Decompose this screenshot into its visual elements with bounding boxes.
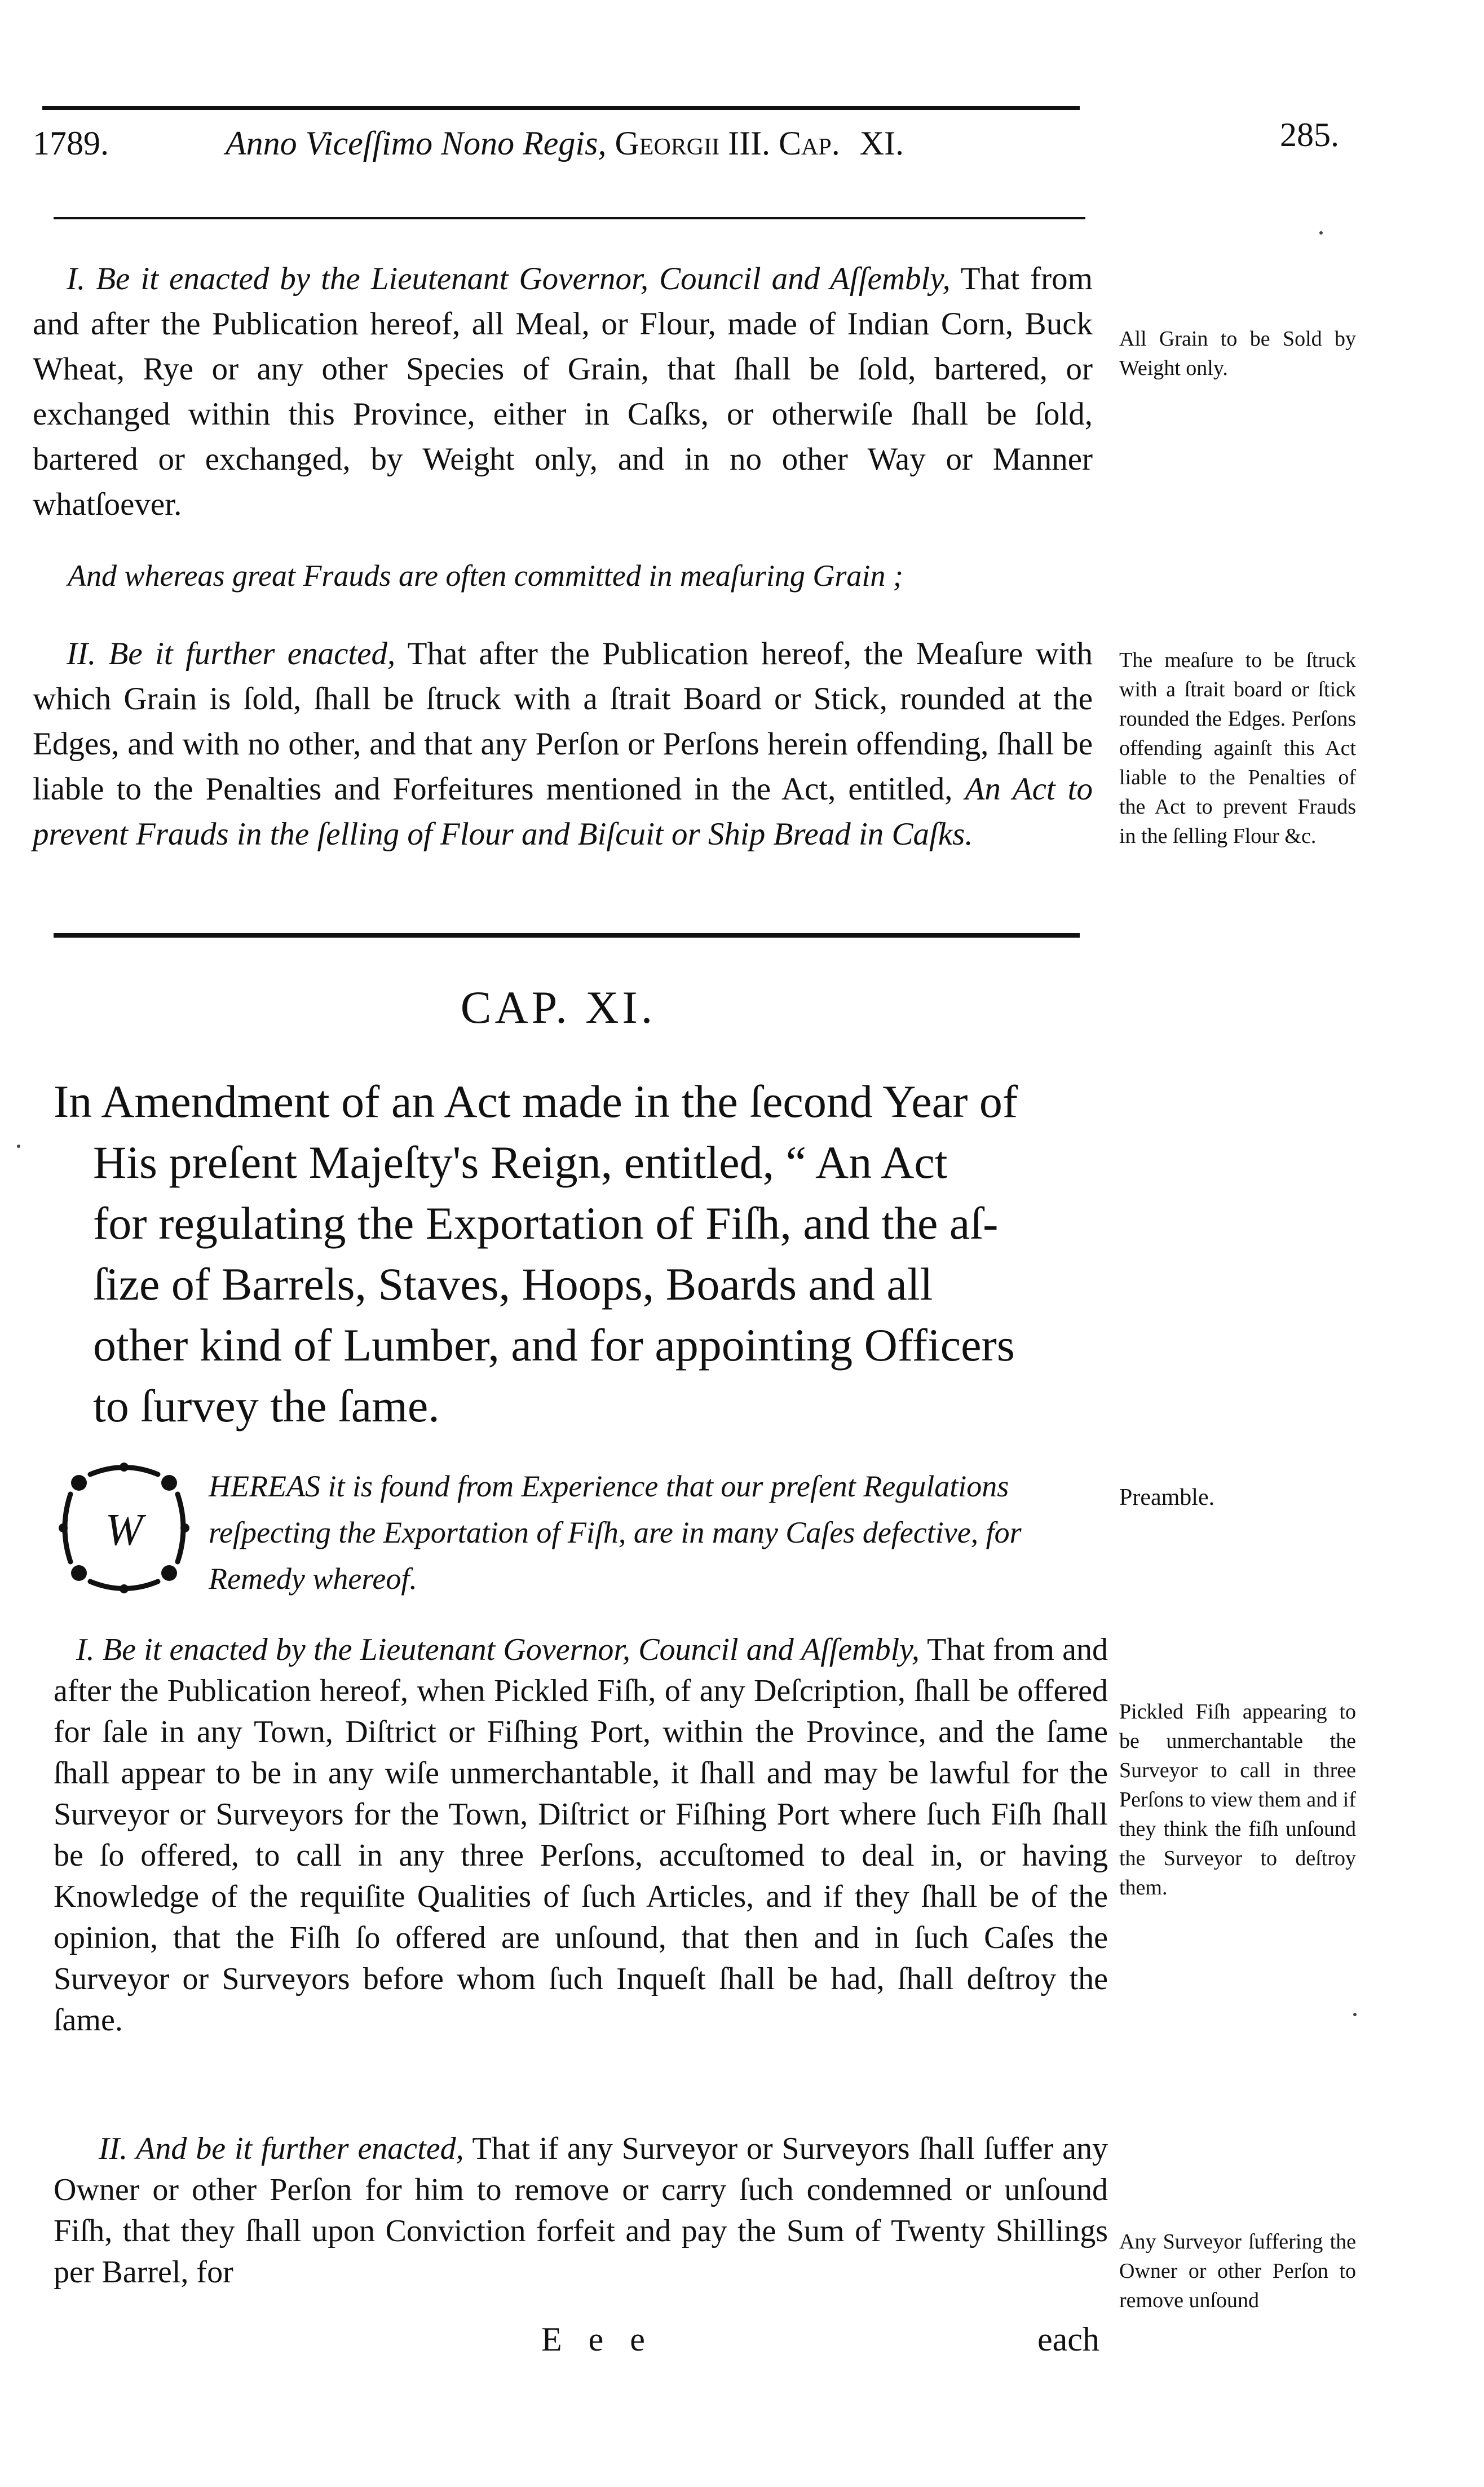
page-number: 285.: [1280, 116, 1339, 153]
chap-sec1: [54, 1629, 1108, 2041]
chap-sec1-label: I. Be it enacted by the Lieutenant Governor, Council and Aſſembly,: [76, 1632, 920, 1667]
prev-sec2-act-title: An Act to prevent Frauds in the ſelling of Flour and Biſcuit or Ship Bread in Caſks.: [33, 771, 1093, 852]
chap-sec1-text: That from and after the Publication hereof, when Pickled Fiſh, of any Deſcription, ſhall be offered for ſale in any Town, Diſtrict or Fiſhing Port, within the Province, and the ſame ſhall appear to be in any wiſe unmerchantable, it ſhall and may be lawful for the Surveyor or Surveyors for the Town, Diſtrict or Fiſhing Port where ſuch Fiſh ſhall be ſo offered, to call in any three Perſons, accuſtomed to deal in, or having Knowledge of the requiſite Qualities of ſuch Articles, and if they ſhall be of the opinion, that the Fiſh ſo offered are unſound, that then and in ſuch Caſes the Surveyor or Surveyors before whom ſuch Inqueſt ſhall be had, ſhall deſtroy the ſame.: [54, 1632, 1108, 2038]
margin-note-grain-weight: All Grain to be Sold by Weight only.: [1119, 327, 1356, 380]
title-line: for regulating the Exportation of Fiſh, and the aſ-: [93, 1198, 999, 1249]
scan-speck: [1353, 2013, 1357, 2016]
header-rule: [54, 217, 1085, 219]
scan-speck: [17, 1145, 20, 1148]
prev-sec1-text: That from and after the Publication hereof, all Meal, or Flour, made of Indian Corn, Buck Wheat, Rye or any other Species of Grain, that ſhall be ſold, bartered, or exchanged within this Province, either in Caſks, or otherwiſe ſhall be ſold, bartered or exchanged, by Weight only, and in no other Way or Manner whatſoever.: [33, 261, 1093, 522]
running-title-cap: XI.: [859, 125, 904, 162]
top-rule: [42, 106, 1080, 110]
running-title-italic: Anno Viceſſimo Nono Regis,: [226, 125, 607, 162]
title-line: to ſurvey the ſame.: [93, 1380, 440, 1432]
scan-speck: [1319, 231, 1323, 235]
chap-sec2-text: That if any Surveyor or Surveyors ſhall ſuffer any Owner or other Perſon for him to remove or carry ſuch condemned or unſound Fiſh, that they ſhall upon Conviction forfeit and pay the Sum of Twenty Shillings per Barrel, for: [54, 2131, 1108, 2290]
prev-sec1: [33, 257, 1093, 527]
margin-note-preamble: Preamble.: [1119, 1485, 1215, 1510]
title-line: ſize of Barrels, Staves, Hoops, Boards and all: [93, 1258, 933, 1310]
prev-sec2: [33, 631, 1093, 857]
prev-sec2-text: That after the Publication hereof, the Meaſure with which Grain is ſold, ſhall be ſtruck with a ſtrait Board or Stick, rounded at the Edges, and with no other, and that any Perſon or Perſons herein offending, ſhall be liable to the Penalties and Forfeitures mentioned in the Act, entitled,: [33, 636, 1093, 807]
title-line: His preſent Majeſty's Reign, entitled, “ An Act: [93, 1137, 948, 1188]
chap-sec2-label: II. And be it further enacted,: [99, 2131, 464, 2166]
running-title: [226, 124, 904, 163]
chap-sec2: [54, 2128, 1108, 2293]
chapter-title: [54, 1071, 1114, 1437]
catchword: each: [1037, 2321, 1099, 2358]
chapter-heading: CAP. XI.: [460, 982, 656, 1033]
margin-note-surveyor: Any Surveyor ſuffering the Owner or other Perſon to remove unſound: [1119, 2230, 1356, 2312]
prev-whereas: And whereas great Frauds are often committed in meaſuring Grain ;: [68, 559, 903, 593]
preamble: HEREAS it is found from Experience that our preſent Regulations reſpecting the Exportation of Fiſh, are in many Caſes defective, for Remedy whereof.: [209, 1469, 1022, 1596]
dropcap-letter: W: [105, 1505, 143, 1555]
dropcap-ornament-icon: [56, 1460, 192, 1596]
section-rule: [54, 933, 1080, 938]
prev-sec1-label: I. Be it enacted by the Lieutenant Governor, Council and Aſſembly,: [67, 261, 951, 297]
title-line: other kind of Lumber, and for appointing Officers: [93, 1319, 1015, 1371]
signature-mark: E e e: [541, 2321, 654, 2358]
margin-note-measure: The meaſure to be ſtruck with a ſtrait board or ſtick rounded the Edges. Perſons offending againſt this Act liable to the Penalties of the Act to prevent Frauds in the ſelling Flour &c.: [1119, 648, 1356, 848]
margin-note-pickled-fish: Pickled Fiſh appearing to be unmerchantable the Surveyor to call in three Perſons to view them and if they think the fiſh unſound the Surveyor to deſtroy them.: [1119, 1700, 1356, 1900]
ornamental-dropcap: [56, 1460, 192, 1596]
prev-sec2-label: II. Be it further enacted,: [67, 636, 396, 672]
running-title-roman: Georgii III. Cap.: [615, 125, 840, 162]
header-year: 1789.: [33, 125, 109, 162]
title-line: In Amendment of an Act made in the ſecond Year of: [54, 1076, 1018, 1127]
